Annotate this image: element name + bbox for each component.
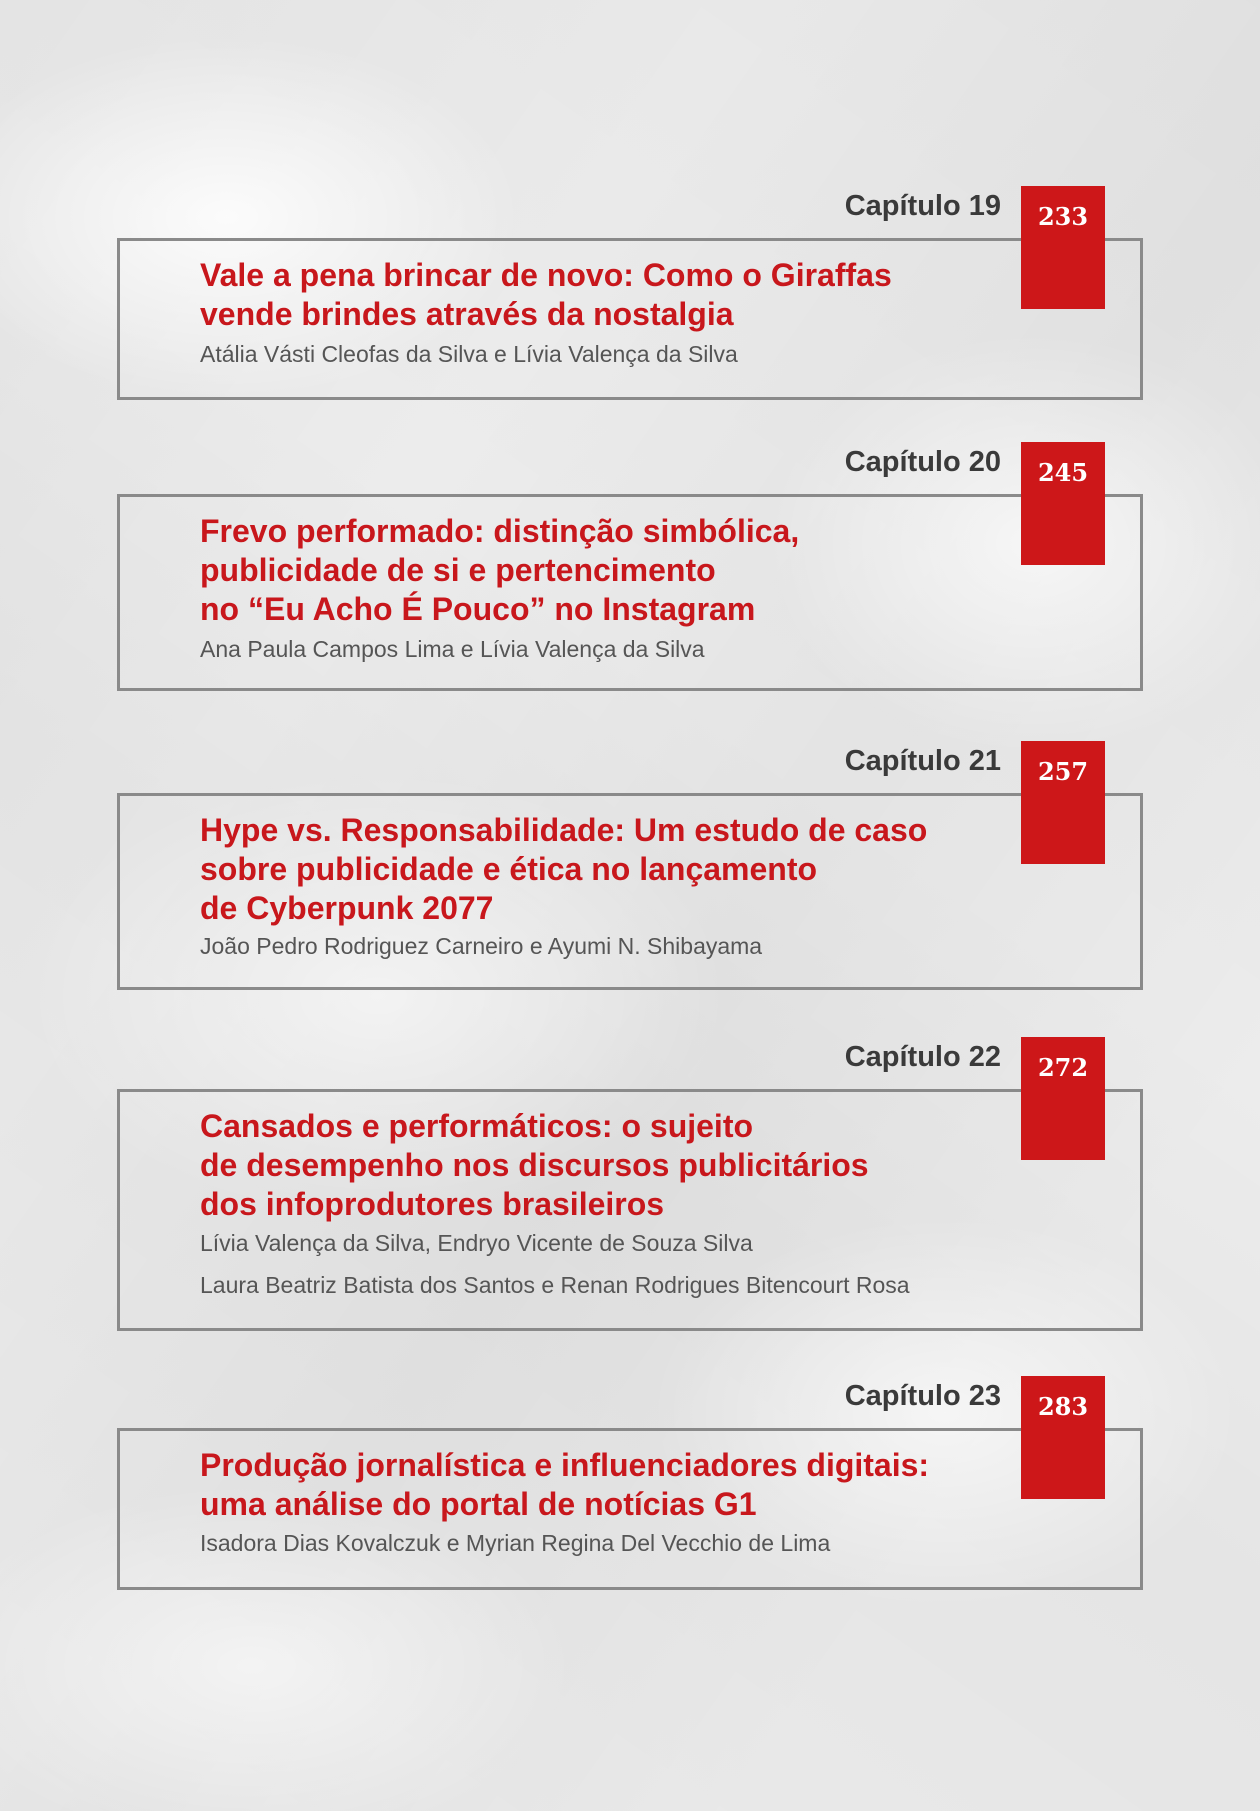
page-number-tab[interactable]: 272	[1021, 1037, 1105, 1160]
chapter-title[interactable]	[200, 256, 960, 334]
chapter-label: Capítulo 22	[844, 1041, 1001, 1073]
chapter-title-line: vende brindes através da nostalgia	[200, 296, 734, 332]
author-line: Laura Beatriz Batista dos Santos e Renan Rodrigues Bitencourt Rosa	[200, 1272, 910, 1298]
author-line: Lívia Valença da Silva, Endryo Vicente de Souza Silva	[200, 1230, 753, 1256]
chapter-label: Capítulo 23	[844, 1380, 1001, 1412]
chapter-title-line: de desempenho nos discursos publicitários	[200, 1147, 869, 1183]
chapter-title-line: Hype vs. Responsabilidade: Um estudo de caso	[200, 812, 928, 848]
page-number-tab[interactable]: 245	[1021, 442, 1105, 565]
chapter-title-line: no “Eu Acho É Pouco” no Instagram	[200, 591, 756, 627]
chapter-authors	[200, 1522, 1100, 1564]
chapter-title-line: Cansados e performáticos: o sujeito	[200, 1108, 754, 1144]
page-number-tab[interactable]: 257	[1021, 741, 1105, 864]
chapter-authors	[200, 628, 1100, 670]
page-number-tab[interactable]: 233	[1021, 186, 1105, 309]
chapter-box	[117, 793, 1143, 990]
chapter-box	[117, 494, 1143, 691]
chapter-title[interactable]	[200, 811, 960, 928]
chapter-title[interactable]	[200, 1446, 960, 1524]
author-line: Isadora Dias Kovalczuk e Myrian Regina Del Vecchio de Lima	[200, 1530, 831, 1556]
chapter-title-line: sobre publicidade e ética no lançamento	[200, 851, 818, 887]
chapter-title-line: publicidade de si e pertencimento	[200, 552, 716, 588]
chapter-title-line: Frevo performado: distinção simbólica,	[200, 513, 800, 549]
chapter-label: Capítulo 20	[844, 446, 1001, 478]
author-line: João Pedro Rodriguez Carneiro e Ayumi N. Shibayama	[200, 933, 763, 959]
chapter-box	[117, 1089, 1143, 1331]
chapter-title[interactable]	[200, 512, 960, 629]
chapter-box	[117, 238, 1143, 400]
chapter-label: Capítulo 21	[844, 745, 1001, 777]
chapter-title-line: Vale a pena brincar de novo: Como o Giraffas	[200, 257, 892, 293]
page-number-tab[interactable]: 283	[1021, 1376, 1105, 1499]
chapter-authors	[200, 333, 1100, 375]
chapter-authors	[200, 1222, 1100, 1306]
chapter-authors	[200, 925, 1100, 967]
author-line: Atália Vásti Cleofas da Silva e Lívia Valença da Silva	[200, 341, 738, 367]
chapter-title-line: uma análise do portal de notícias G1	[200, 1486, 757, 1522]
chapter-title-line: dos infoprodutores brasileiros	[200, 1186, 665, 1222]
chapter-title-line: de Cyberpunk 2077	[200, 890, 494, 926]
chapter-label: Capítulo 19	[844, 190, 1001, 222]
author-line: Ana Paula Campos Lima e Lívia Valença da Silva	[200, 636, 705, 662]
chapter-title-line: Produção jornalística e influenciadores digitais:	[200, 1447, 930, 1483]
chapter-box	[117, 1428, 1143, 1590]
chapter-title[interactable]	[200, 1107, 960, 1224]
